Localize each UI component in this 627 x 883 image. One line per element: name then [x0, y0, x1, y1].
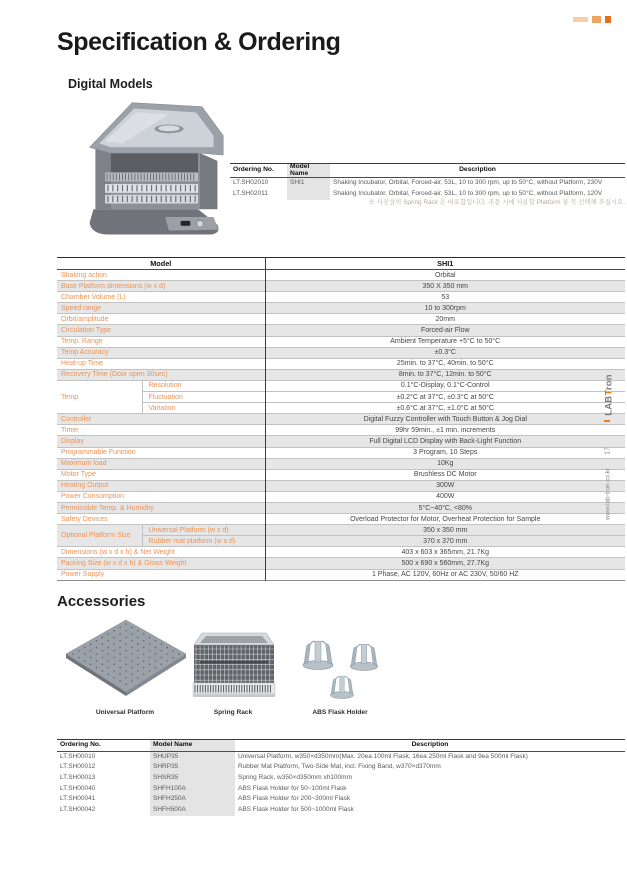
spec-value: 0.1°C-Display, 0.1°C-Control: [265, 380, 625, 391]
spec-row: [57, 502, 625, 513]
description-cell: Shaking Incubator, Orbital, Forced-air, 53L, 10 to 300 rpm, up to 50°C, without Platform, 120V: [333, 189, 603, 197]
spec-value: 350 X 350 mm: [265, 281, 625, 292]
spec-value: ±0.3°C: [265, 347, 625, 358]
page-title: Specification & Ordering: [57, 28, 341, 56]
spec-value: 10Kg: [265, 458, 625, 469]
spec-value: Overload Protector for Motor, Overheat Protection for Sample: [265, 514, 625, 525]
brand-part-t: T: [603, 390, 615, 396]
spec-row: [57, 514, 625, 525]
ordering-row: [57, 752, 625, 763]
spec-row: [57, 325, 625, 336]
description-cell: Universal Platform, w350×d350mm(Max. 20ea 100ml Flask, 16ea 250ml Flask and 9ea 500ml Flask): [238, 752, 528, 760]
ordering-no-cell: LT.SH00042: [60, 805, 96, 813]
spec-value: 370 x 370 mm: [265, 536, 625, 547]
description-cell: Shaking Incubator, Orbital, Forced-air, 53L, 10 to 300 rpm, up to 50°C, without Platform, 230V: [333, 179, 603, 187]
spec-label: Dimensions (w x d x h) & Net Weight: [57, 547, 265, 558]
description-cell: ABS Flask Holder for 500~1000ml Flask: [238, 805, 354, 813]
digital-models-ordering-table: [230, 163, 625, 200]
spec-label: Orbit/amplitude: [57, 314, 265, 325]
spec-sub-label: Universal Platform (w x d): [142, 525, 265, 536]
ordering-no-header: Ordering No.: [57, 740, 150, 752]
model-name-header: Model Name: [287, 164, 330, 178]
description-header: Description: [330, 164, 625, 178]
spec-label: Heat-up Time: [57, 358, 265, 369]
ordering-no-cell: LT.SH00013: [60, 774, 96, 782]
spec-label: Power Consumption: [57, 491, 265, 502]
spec-value: 25min. to 37°C, 40min. to 50°C: [265, 358, 625, 369]
spec-row: [57, 569, 625, 580]
spec-row: [57, 281, 625, 292]
spec-row: [57, 525, 625, 536]
spec-row: [57, 491, 625, 502]
ordering-no-cell: LT.SH02010: [233, 179, 269, 187]
website-url: www.lab-tron.co.kr: [604, 468, 612, 520]
spec-value: ±0.2°C at 37°C, ±0.3°C at 50°C: [265, 392, 625, 403]
spec-value: 300W: [265, 480, 625, 491]
abs-flask-holder-label: ABS Flask Holder: [312, 709, 368, 716]
spec-row: [57, 436, 625, 447]
spec-row: [57, 469, 625, 480]
spec-value: Full Digital LCD Display with Back-Light Function: [265, 436, 625, 447]
spec-row: [57, 458, 625, 469]
spec-label: Chamber Volume (L): [57, 292, 265, 303]
ordering-header-row: [57, 740, 625, 752]
spec-label: Speed range: [57, 303, 265, 314]
spec-sub-label: Rubber mat platform (w x d): [142, 536, 265, 547]
ordering-no-cell: LT.SH00041: [60, 795, 96, 803]
ordering-note: ※ 사진상의 Spring Rack 은 비포함입니다. 주문 시에 사용할 Platform 을 꼭 선택해 주십시오.: [368, 199, 625, 206]
model-name-cell: SHUP35: [150, 752, 235, 763]
spec-row: [57, 270, 625, 281]
ordering-no-cell: LT.SH00010: [60, 752, 96, 760]
spec-row: [57, 347, 625, 358]
spec-value: 10 to 300rpm: [265, 303, 625, 314]
spec-value: 5°C~40°C, <80%: [265, 502, 625, 513]
corner-mark-light: [573, 17, 588, 22]
shaking-incubator-image: [76, 96, 231, 248]
spec-label: Timer: [57, 425, 265, 436]
spec-value: Brushless DC Motor: [265, 469, 625, 480]
ordering-no-header: Ordering No.: [230, 164, 287, 178]
spec-label: Safety Devices: [57, 514, 265, 525]
model-name-cell: SHFH500A: [150, 805, 235, 816]
ordering-no-cell: LT.SH00012: [60, 763, 96, 771]
spec-row: [57, 336, 625, 347]
spec-header-row: [57, 258, 625, 270]
corner-mark-medium: [592, 16, 601, 23]
spec-value: 20mm: [265, 314, 625, 325]
spec-label: Base Platform dimensions (w x d): [57, 281, 265, 292]
ordering-row: [230, 189, 625, 200]
spec-row: [57, 414, 625, 425]
spec-row: [57, 292, 625, 303]
abs-flask-holder-image: [292, 630, 390, 704]
spec-row: [57, 303, 625, 314]
spec-sub-label: Resolution: [142, 380, 265, 391]
ordering-row: [230, 178, 625, 189]
spec-group-label: Optional Platform Size: [57, 525, 142, 547]
spec-row: [57, 380, 625, 391]
spec-value: ±0.6°C at 37°C, ±1.0°C at 50°C: [265, 403, 625, 414]
ordering-row: [57, 763, 625, 774]
corner-mark-dark: [605, 16, 611, 23]
model-name-cell: SHI1: [287, 178, 330, 189]
description-cell: ABS Flask Holder for 50~100ml Flask: [238, 784, 347, 792]
universal-platform-label: Universal Platform: [95, 709, 155, 716]
ordering-row: [57, 773, 625, 784]
spec-row: [57, 547, 625, 558]
description-cell: ABS Flask Holder for 200~300ml Flask: [238, 795, 351, 803]
spec-label: Maximum load: [57, 458, 265, 469]
ordering-no-cell: LT.SH02011: [233, 189, 268, 197]
spec-value: Digital Fuzzy Controller with Touch Button & Jog Dial: [265, 414, 625, 425]
ordering-header-row: [230, 164, 625, 178]
brand-underline: [604, 420, 610, 422]
model-name-cell: SHFH250A: [150, 794, 235, 805]
spec-value: 53: [265, 292, 625, 303]
spec-group-label: Temp: [57, 380, 142, 413]
spec-value: Ambient Temperature +5°C to 50°C: [265, 336, 625, 347]
description-header: Description: [235, 740, 625, 752]
spec-row: [57, 425, 625, 436]
ordering-no-cell: LT.SH00040: [60, 784, 96, 792]
spec-table: [57, 257, 625, 581]
spec-row: [57, 314, 625, 325]
spec-row: [57, 392, 625, 403]
spec-label: Power Supply: [57, 569, 265, 580]
accessories-heading: Accessories: [57, 593, 146, 610]
spec-value: 350 x 350 mm: [265, 525, 625, 536]
page-number: 17: [604, 447, 612, 455]
brand-part-lab: LAB: [603, 395, 615, 416]
spec-value: 8min. to 37°C, 12min. to 50°C: [265, 369, 625, 380]
model-name-header: Model Name: [150, 740, 235, 752]
spec-row: [57, 480, 625, 491]
spec-label: Permissible Temp. & Humidity: [57, 502, 265, 513]
description-cell: Spring Rack, w350×d350mm xh100mm: [238, 774, 352, 782]
accessories-ordering-table: [57, 739, 625, 816]
spec-label: Controller: [57, 414, 265, 425]
spec-value: 403 x 603 x 365mm, 21.7Kg: [265, 547, 625, 558]
spring-rack-image: [188, 624, 280, 708]
ordering-row: [57, 794, 625, 805]
spec-model-label: Model: [57, 258, 265, 270]
spec-label: Shaking action: [57, 270, 265, 281]
brand-logo: [604, 374, 615, 416]
spec-sub-label: Fluctuation: [142, 392, 265, 403]
ordering-row: [57, 805, 625, 816]
spec-label: Heating Output: [57, 480, 265, 491]
spec-row: [57, 403, 625, 414]
spec-value: 400W: [265, 491, 625, 502]
spec-label: Temp Accuracy: [57, 347, 265, 358]
brand-part-ron: ron: [603, 374, 615, 391]
spec-value: Orbital: [265, 270, 625, 281]
spec-value: 99hr 59min., ±1 min. increments: [265, 425, 625, 436]
spec-row: [57, 536, 625, 547]
spec-sub-label: Variation: [142, 403, 265, 414]
spec-value: Forced-air Flow: [265, 325, 625, 336]
spec-label: Circulation Type: [57, 325, 265, 336]
spec-label: Programmable Function: [57, 447, 265, 458]
ordering-row: [57, 784, 625, 795]
spec-label: Motor Type: [57, 469, 265, 480]
description-cell: Rubber Mat Platform, Two-Side Mat, incl. Fixing Band, w370×d370mm: [238, 763, 441, 771]
spec-label: Packing Size (w x d x h) & Gross Weight: [57, 558, 265, 569]
spec-value: 1 Phase, AC 120V, 60Hz or AC 230V, 50/60 HZ: [265, 569, 625, 580]
spec-row: [57, 358, 625, 369]
model-name-cell: SHRP35: [150, 763, 235, 774]
spec-label: Temp. Range: [57, 336, 265, 347]
spec-value: 3 Program, 10 Steps: [265, 447, 625, 458]
model-name-cell: SHSR35: [150, 773, 235, 784]
model-name-cell: [287, 189, 330, 200]
spec-row: [57, 558, 625, 569]
spec-model-value: SHI1: [265, 258, 625, 270]
spec-label: Display: [57, 436, 265, 447]
spec-value: 500 x 690 x 560mm, 27.7Kg: [265, 558, 625, 569]
spring-rack-label: Spring Rack: [213, 709, 253, 716]
model-name-cell: SHFH100A: [150, 784, 235, 795]
universal-platform-image: [62, 616, 190, 704]
spec-row: [57, 369, 625, 380]
digital-models-heading: Digital Models: [68, 77, 153, 91]
spec-label: Recovery Time (Door open 30sec): [57, 369, 265, 380]
spec-row: [57, 447, 625, 458]
